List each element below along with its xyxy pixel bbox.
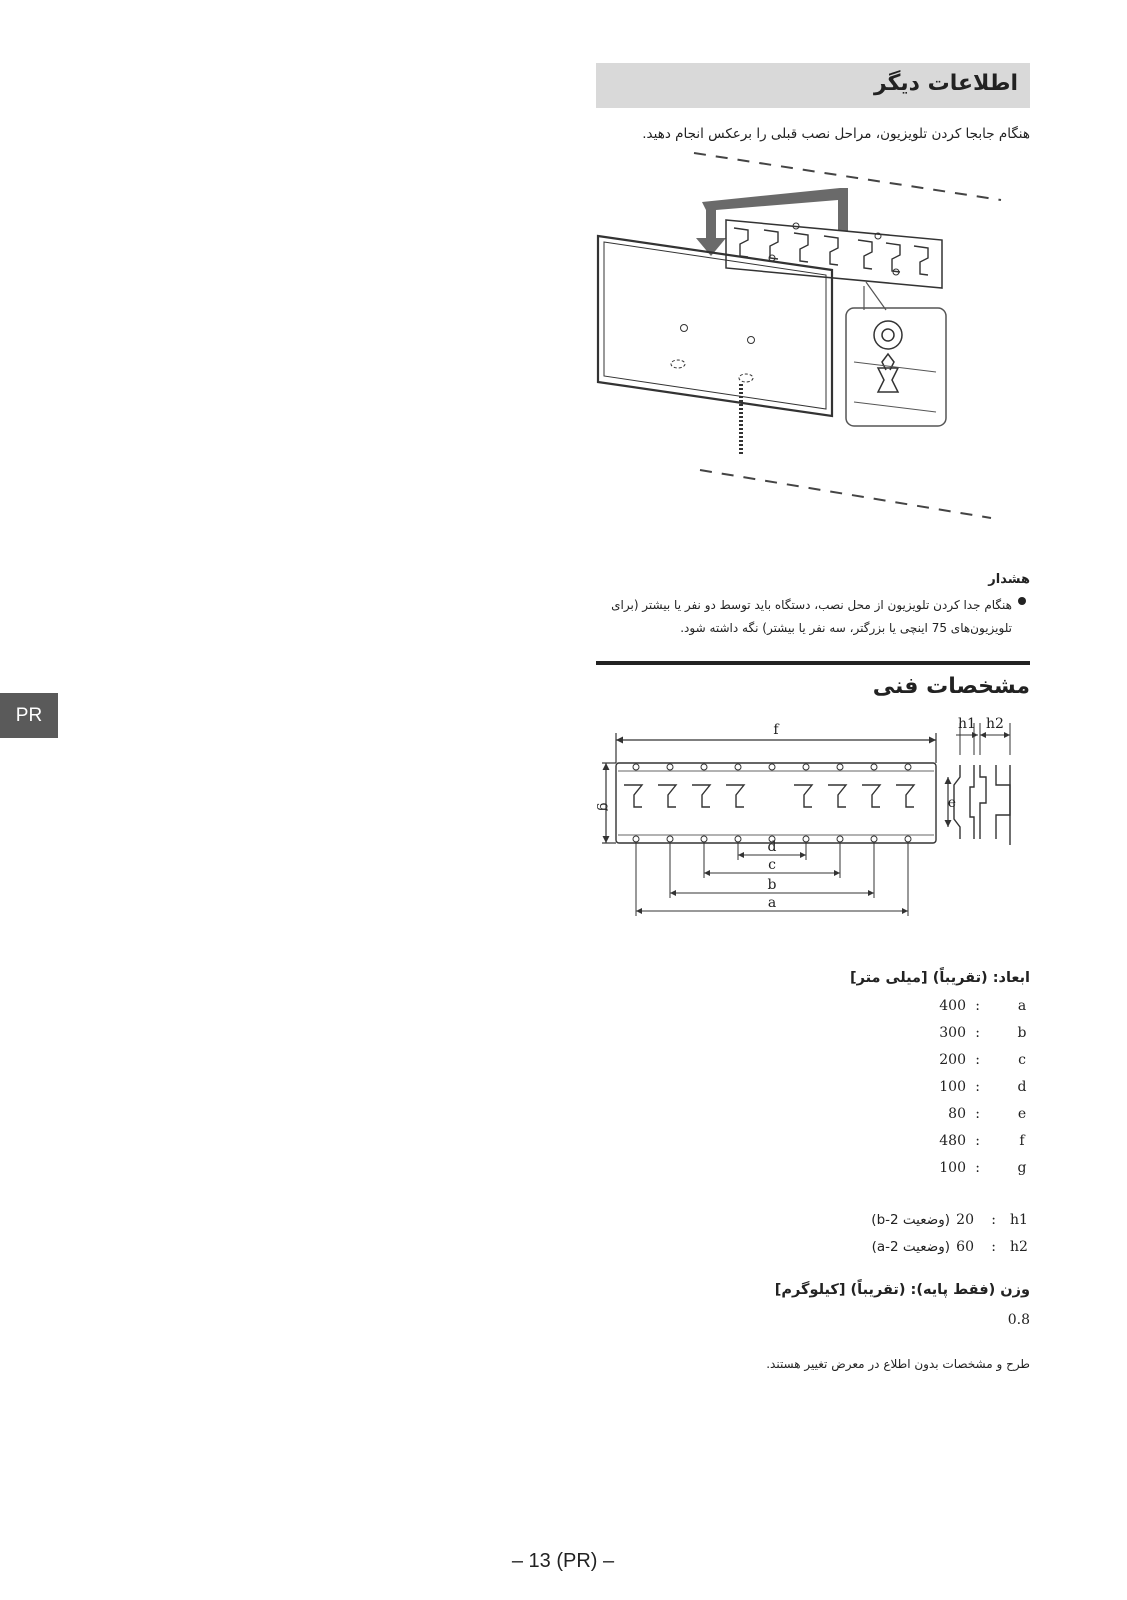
section-title-specifications: مشخصات فنی: [872, 674, 1030, 699]
dimension-key: b: [1017, 1025, 1027, 1041]
dimension-row-e: [900, 1106, 1030, 1128]
lower-dashed-line: [700, 470, 991, 518]
height-row-h2: [840, 1239, 1030, 1261]
height-value: 20: [956, 1212, 974, 1228]
intro-paragraph: هنگام جابجا کردن تلویزیون، مراحل نصب قبلی را برعکس انجام دهید.: [642, 126, 1030, 142]
dimension-key: f: [1019, 1133, 1025, 1149]
bracket-dimension-diagram: [596, 715, 1036, 935]
bracket-holes: [633, 764, 911, 842]
height-note: (وضعیت 2-b): [871, 1212, 950, 1228]
language-tab: PR: [0, 693, 58, 738]
dimension-value: 100: [939, 1160, 966, 1176]
section-divider: [596, 661, 1030, 665]
label-b: b: [767, 877, 777, 893]
bullet-icon: [1018, 597, 1026, 605]
section-title-other-info: اطلاعات دیگر: [873, 71, 1018, 96]
tv-removal-illustration: [596, 150, 1036, 540]
side-profile-drawing: [954, 723, 1010, 845]
dimension-row-d: [900, 1079, 1030, 1101]
height-separator: :: [991, 1212, 996, 1228]
label-a: a: [767, 895, 777, 911]
label-c: c: [768, 857, 776, 873]
height-key: h2: [1010, 1239, 1028, 1255]
dimensions-title: ابعاد: (تقریباً) [میلی متر]: [849, 970, 1030, 986]
dimension-separator: :: [975, 1160, 980, 1176]
label-f: f: [773, 722, 779, 738]
label-h1: h1: [958, 716, 976, 732]
footnote: طرح و مشخصات بدون اطلاع در معرض تغییر هستند.: [766, 1357, 1030, 1371]
wall-bracket-drawing: [726, 220, 942, 288]
dimension-value: 400: [939, 998, 966, 1014]
dimension-key: c: [1018, 1052, 1026, 1068]
dimension-separator: :: [975, 998, 980, 1014]
dimension-row-f: [900, 1133, 1030, 1155]
bracket-hooks: [624, 785, 914, 807]
dimension-key: a: [1017, 998, 1027, 1014]
caution-text: هنگام جدا کردن تلویزیون از محل نصب، دستگاه باید توسط دو نفر یا بیشتر (برای تلویزیون‌های 75 اینچی یا بزرگتر، سه نفر یا بیشتر) نگه داشته شود.: [611, 598, 1012, 635]
dimension-key: d: [1017, 1079, 1027, 1095]
label-g: g: [596, 802, 612, 812]
dimension-value: 80: [948, 1106, 966, 1122]
weight-title: وزن (فقط پایه): (تقریباً) [کیلوگرم]: [774, 1282, 1030, 1298]
dimension-value: 200: [939, 1052, 966, 1068]
dimension-value: 100: [939, 1079, 966, 1095]
dimension-key: g: [1017, 1160, 1027, 1176]
height-value: 60: [956, 1239, 974, 1255]
dimension-separator: :: [975, 1106, 980, 1122]
dimension-separator: :: [975, 1079, 980, 1095]
dimension-row-c: [900, 1052, 1030, 1074]
dimension-value: 480: [939, 1133, 966, 1149]
dimension-value: 300: [939, 1025, 966, 1041]
dimension-separator: :: [975, 1133, 980, 1149]
dimension-row-b: [900, 1025, 1030, 1047]
label-e: e: [947, 795, 956, 811]
height-separator: :: [991, 1239, 996, 1255]
caution-title: هشدار: [988, 572, 1030, 587]
dimension-row-g: [900, 1160, 1030, 1182]
dimension-separator: :: [975, 1025, 980, 1041]
page-number: – 13 (PR) –: [511, 1550, 615, 1572]
weight-value: 0.8: [1007, 1312, 1030, 1328]
height-note: (وضعیت 2-a): [871, 1239, 950, 1255]
height-key: h1: [1010, 1212, 1028, 1228]
label-d: d: [767, 839, 777, 855]
section-header-other-info: [596, 63, 1030, 108]
dimension-key: e: [1017, 1106, 1027, 1122]
dimension-separator: :: [975, 1052, 980, 1068]
hook-detail-callout: [846, 282, 946, 426]
dimension-row-a: [900, 998, 1030, 1020]
height-row-h1: [840, 1212, 1030, 1234]
label-h2: h2: [986, 716, 1004, 732]
